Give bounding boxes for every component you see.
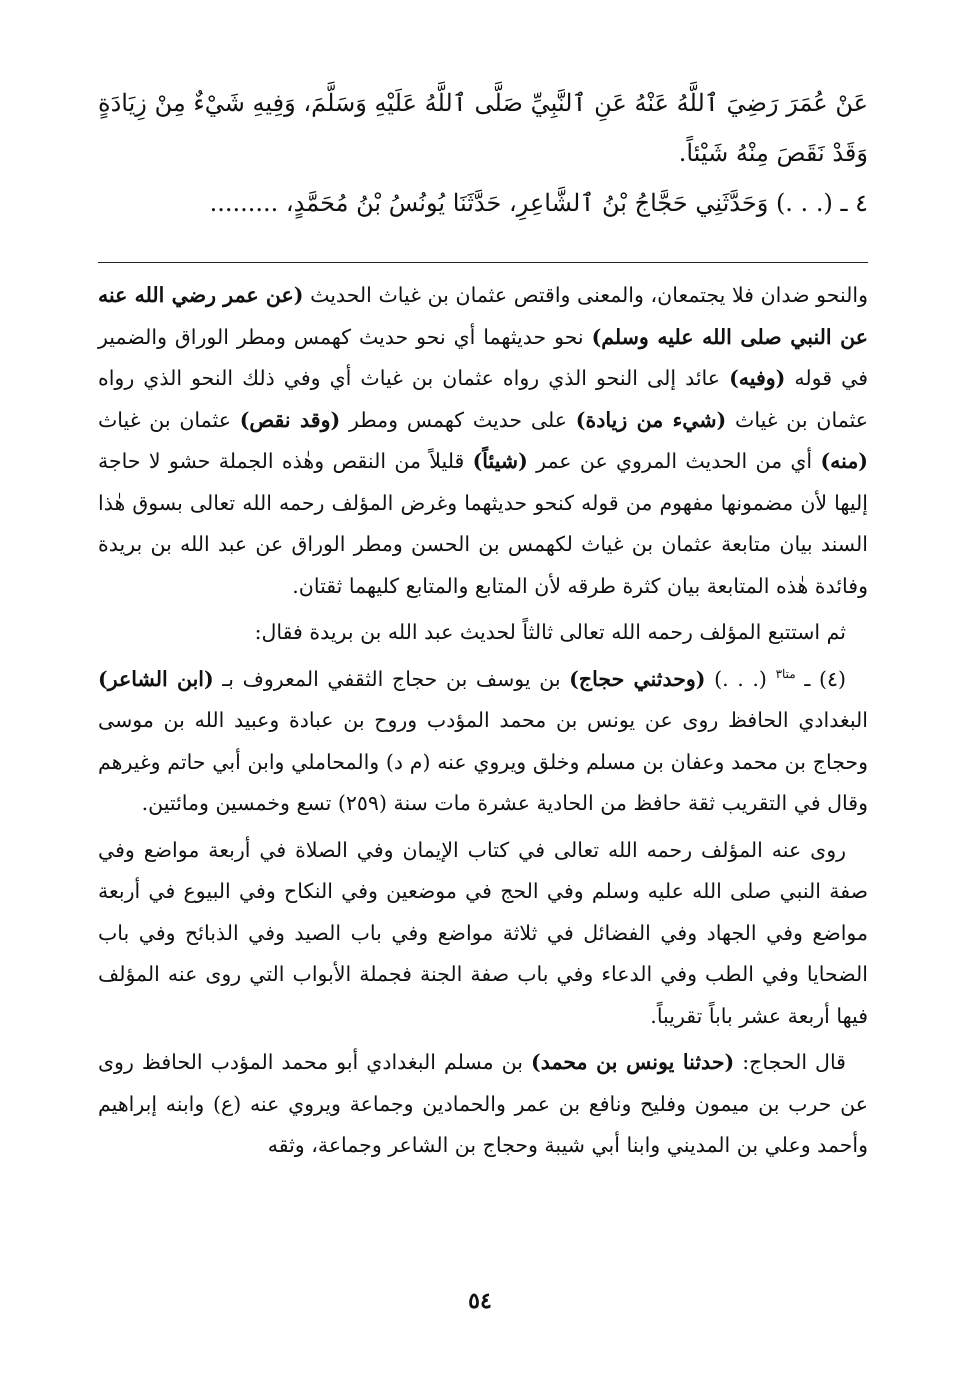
page-body <box>98 78 868 1167</box>
commentary-paragraph <box>98 275 868 607</box>
text-run: بن مسلم البغدادي أبو محمد المؤدب الحافظ روى عن حرب بن ميمون وفليح ونافع بن عمر والحمادين وجماعة ويروي عنه (ع) وابنه إبراهيم وأحمد وعلي بن المديني وابنا أبي شيبة وحجاج بن الشاعر وجماعة، وثقه <box>98 1050 868 1157</box>
text-run: البغدادي الحافظ روى عن يونس بن محمد المؤدب وروح بن عبادة وعبيد الله بن موسى وحجاج بن محمد وعفان بن مسلم وخلق ويروي عنه (م د) والمحاملي وابن أبي حاتم وغيرهم وقال في التقريب ثقة حافظ من الحادية عشرة مات سنة (٢٥٩) تسع وخمسين ومائتين. <box>98 708 868 815</box>
commentary-paragraph: ثم استتبع المؤلف رحمه الله تعالى ثالثاً لحديث عبد الله بن بريدة فقال: <box>254 620 846 644</box>
page-number: ٥٤ <box>468 1288 492 1314</box>
commentary-paragraph: روى عنه المؤلف رحمه الله تعالى في كتاب الإيمان وفي الصلاة في أربعة مواضع وفي صفة النبي صلى الله عليه وسلم وفي الحج في موضعين وفي النكاح وفي البيوع في أربعة مواضع وفي الجهاد وفي الفضائل في ثلاثة مواضع وفي باب الصيد وفي الذبائح وفي باب الضحايا وفي الطب وفي الدعاء وفي باب صفة الجنة فجملة الأبواب التي روى عنه المؤلف فيها أربعة عشر باباً تقريباً. <box>98 837 868 1028</box>
text-run: قال الحجاج: <box>734 1050 846 1074</box>
bold-quote: (منه) <box>820 449 868 473</box>
bold-quote: (وحدثني حجاج) <box>569 666 706 691</box>
text-run: قليلاً من النقص وهٰذه الجملة حشو لا حاجة إليها لأن مضمونها مفهوم من قوله كنحو حديثهما وغرض المؤلف رحمه الله تعالى بسوق هٰذا السند بيان متابعة عثمان بن غياث لكهمس بن الحسن ومطر الوراق عن عبد الله بن بريدة وفائدة هٰذه المتابعة بيان كثرة طرقه لأن المتابع والمتابع كليهما ثقتان. <box>98 449 868 598</box>
footnote-separator <box>98 262 868 263</box>
text-run: والنحو ضدان فلا يجتمعان، والمعنى واقتص عثمان بن غياث الحديث <box>303 283 869 307</box>
hadith-marker: متا٣ <box>775 666 796 681</box>
text-run: على حديث كهمس ومطر <box>340 407 576 432</box>
text-run: (. . .) <box>705 666 776 691</box>
commentary-paragraph <box>98 659 868 825</box>
text-run: عائد إلى النحو الذي رواه عثمان بن غياث أي وفي ذلك النحو الذي رواه عثمان بن غياث <box>98 366 868 432</box>
text-run: عثمان بن غياث <box>98 407 240 432</box>
text-run: (٤) ـ <box>795 666 846 691</box>
bold-quote: (ابن الشاعر) <box>98 666 214 691</box>
bold-quote: (شيئاً) <box>472 449 528 473</box>
matn-line: ٤ ـ (. . .) وَحَدَّثَنِي حَجَّاجُ بْنُ ٱلشَّاعِرِ، حَدَّثَنَا يُونُسُ بْنُ مُحَمَّدٍ، ......... <box>209 189 868 217</box>
text-run: نحو حديثهما أي نحو حديث كهمس ومطر الوراق والضمير في قوله <box>98 324 868 390</box>
matn-text <box>98 78 868 228</box>
commentary-paragraph <box>98 1042 868 1167</box>
text-run: أي من الحديث المروي عن عمر <box>527 449 821 473</box>
bold-quote: (حدثنا يونس بن محمد) <box>531 1050 735 1074</box>
text-run: بن يوسف بن حجاج الثقفي المعروف بـ <box>213 666 570 691</box>
matn-line: عَنْ عُمَرَ رَضِيَ ٱللَّهُ عَنْهُ عَنِ ٱلنَّبِيِّ صَلَّى ٱللَّهُ عَلَيْهِ وَسَلَّمَ، وَفِيهِ شَيْءٌ مِنْ زِيَادَةٍ وَقَدْ نَقَصَ مِنْهُ شَيْئاً. <box>98 89 868 167</box>
commentary-text <box>98 275 868 1167</box>
bold-quote: (شيء من زيادة) <box>575 407 727 432</box>
bold-quote: (وقد نقص) <box>239 407 341 432</box>
bold-quote: (وفيه) <box>729 366 786 390</box>
bold-quote: (عن عمر رضي الله عنه عن النبي صلى الله عليه وسلم) <box>98 283 868 349</box>
